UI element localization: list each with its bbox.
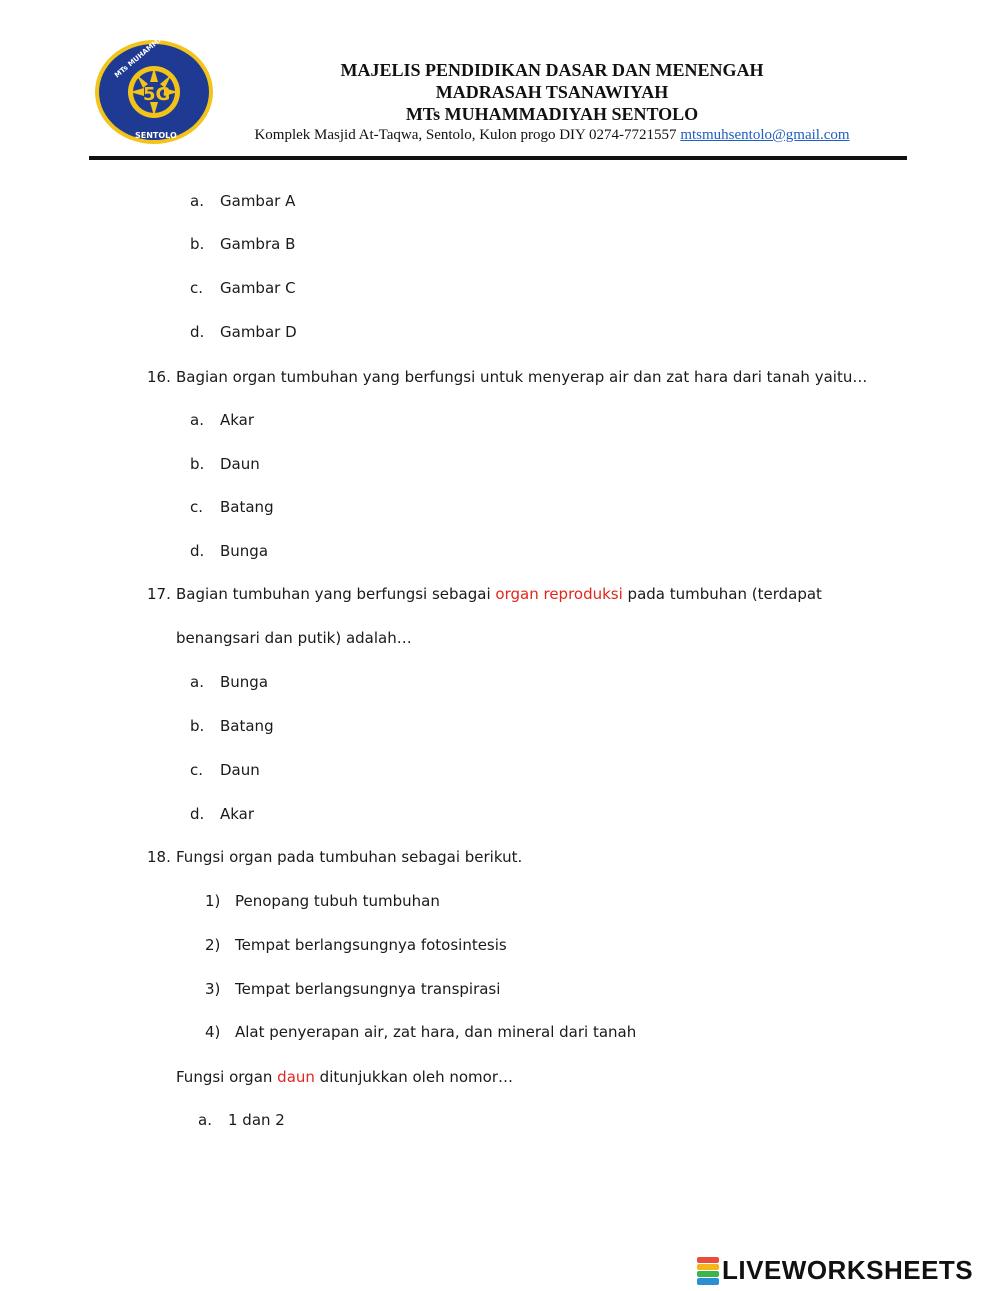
logo-text-bottom: SENTOLO bbox=[135, 131, 177, 140]
header-line-1: MAJELIS PENDIDIKAN DASAR DAN MENENGAH bbox=[340, 60, 764, 80]
svg-text:5G: 5G bbox=[143, 84, 171, 105]
q17-question-line-2: benangsari dan putik) adalah… bbox=[176, 629, 412, 647]
liveworksheets-brand[interactable] bbox=[697, 1255, 973, 1286]
school-logo bbox=[93, 38, 215, 146]
header-line-2: MADRASAH TSANAWIYAH bbox=[435, 82, 669, 102]
q18-highlight: daun bbox=[277, 1068, 315, 1086]
q17-highlight: organ reproduksi bbox=[495, 585, 623, 603]
liveworksheets-icon bbox=[697, 1257, 719, 1285]
header-address: Komplek Masjid At-Taqwa, Sentolo, Kulon progo DIY 0274-7721557 mtsmuhsentolo@gmail.com bbox=[254, 127, 850, 143]
liveworksheets-label: LIVEWORKSHEETS bbox=[722, 1255, 974, 1285]
header-divider bbox=[89, 156, 907, 160]
header-line-3: MTs MUHAMMADIYAH SENTOLO bbox=[405, 104, 699, 124]
email-link[interactable]: mtsmuhsentolo@gmail.com bbox=[680, 127, 850, 143]
q18-prompt: Fungsi organ daun ditunjukkan oleh nomor… bbox=[176, 1068, 513, 1086]
